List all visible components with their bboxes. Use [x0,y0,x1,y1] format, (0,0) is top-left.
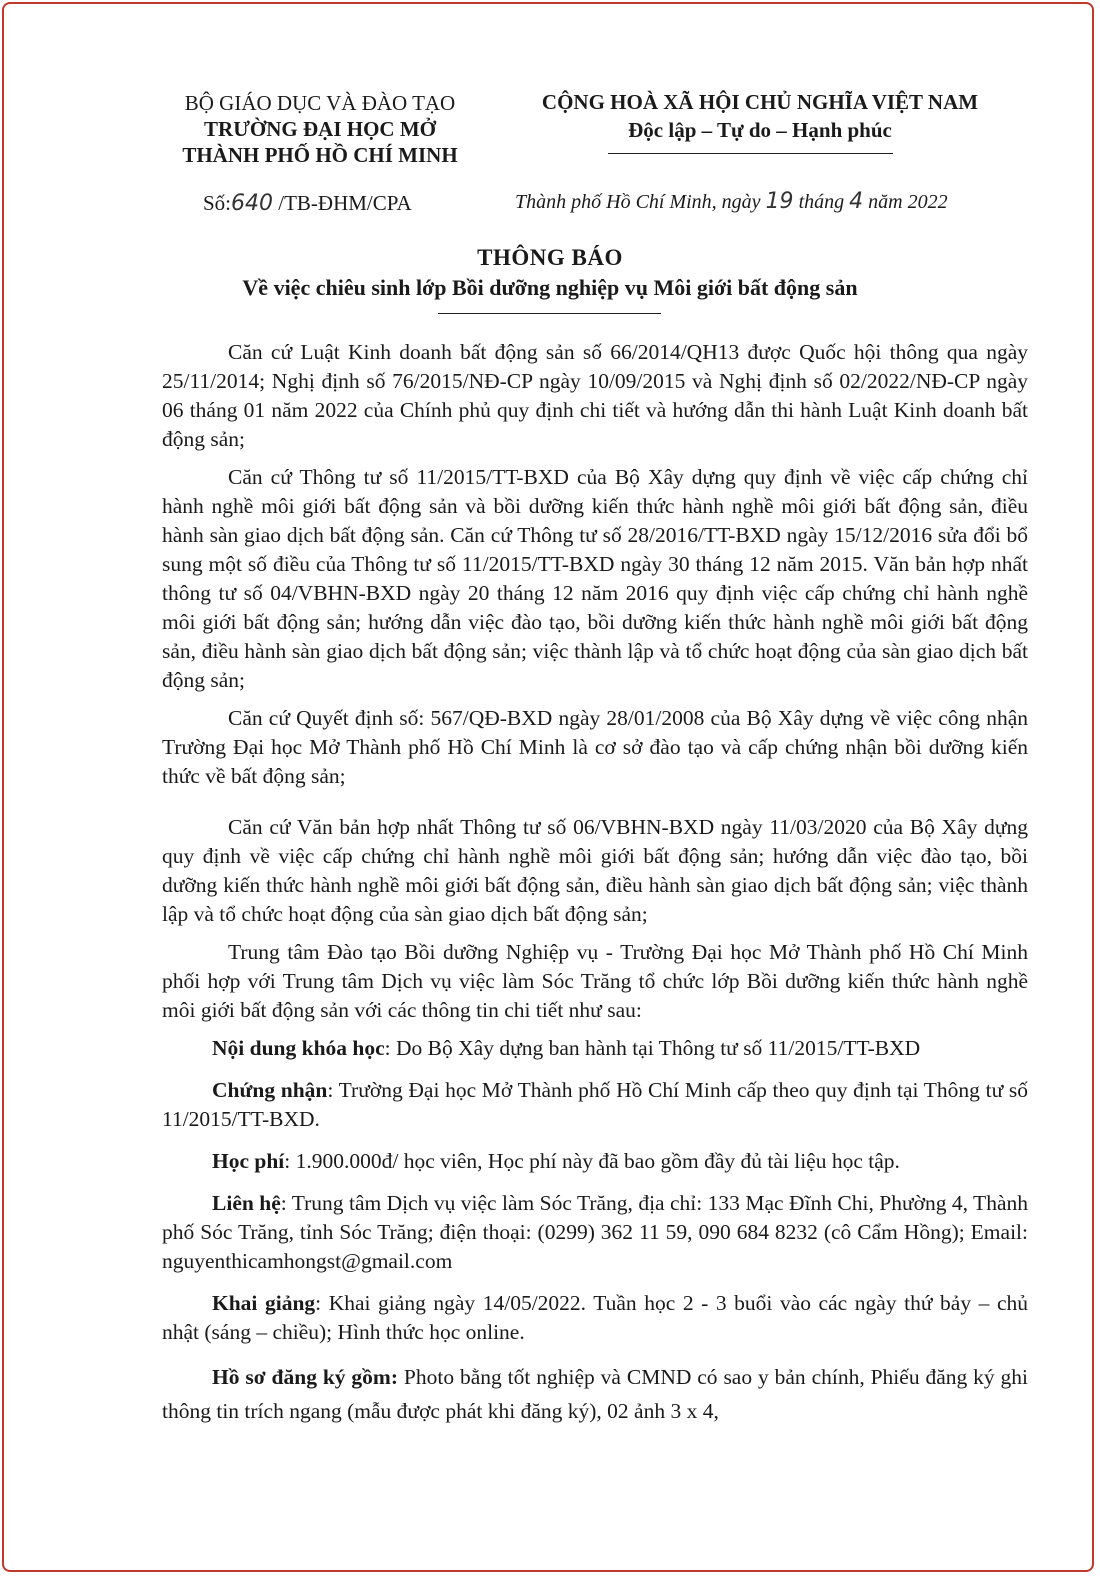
date-year-label: năm 2022 [863,191,948,213]
doc-number-prefix: Số: [203,191,232,215]
legal-basis-paragraph: Căn cứ Thông tư số 11/2015/TT-BXD của Bộ Xây dựng quy định về việc cấp chứng chỉ hành nghề môi giới bất động sản và bồi dưỡng kiến thức hành nghề môi giới bất động sản, điều hành sàn giao dịch bất động sản. Căn cứ Thông tư số 28/2016/TT-BXD ngày 15/12/2016 sửa đổi bổ sung một số điều của Thông tư số 11/2015/TT-BXD ngày 30 tháng 12 năm 2015. Văn bản hợp nhất thông tư số 04/VBHN-BXD ngày 20 tháng 12 năm 2016 quy định việc cấp chứng chỉ hành nghề môi giới bất động sản; hướng dẫn việc đào tạo, bồi dưỡng kiến thức hành nghề môi giới bất động sản, điều hành sàn giao dịch bất động sản; việc thành lập và tổ chức hoạt động của sàn giao dịch bất động sản; [162,465,1028,692]
document-number [203,191,412,216]
item-separator: : [280,1191,292,1215]
school-name-line1: TRƯỜNG ĐẠI HỌC MỞ [204,117,436,141]
school-name-line2: THÀNH PHỐ HỒ CHÍ MINH [182,143,458,167]
opening-item [162,1289,1028,1347]
certificate-item [162,1076,1028,1134]
ministry-name: BỘ GIÁO DỤC VÀ ĐÀO TẠO [184,91,456,115]
item-label: Khai giảng [212,1291,316,1315]
item-separator: : [284,1149,296,1173]
issuer-header [160,90,480,168]
legal-basis-paragraph: Căn cứ Quyết định số: 567/QĐ-BXD ngày 28/01/2008 của Bộ Xây dựng về việc công nhận Trường Đại học Mở Thành phố Hồ Chí Minh là cơ sở đào tạo và cấp chứng nhận bồi dưỡng kiến thức về bất động sản; [162,706,1028,788]
item-separator: : [384,1036,397,1060]
date-day-handwritten: 19 [765,189,794,214]
item-separator: : [315,1291,329,1315]
item-text: Trung tâm Dịch vụ việc làm Sóc Trăng, địa chỉ: 133 Mạc Đĩnh Chi, Phường 4, Thành phố Sóc Trăng, tỉnh Sóc Trăng; điện thoại: (0299) 362 11 59, 090 684 8232 (cô Cẩm Hồng); Email: nguyenthicamhongst@gmail.com [162,1191,1028,1273]
item-label: Nội dung khóa học [212,1036,385,1060]
place-and-date [515,189,948,214]
legal-basis-paragraph: Căn cứ Văn bản hợp nhất Thông tư số 06/VBHN-BXD ngày 11/03/2020 của Bộ Xây dựng quy định về việc cấp chứng chỉ hành nghề môi giới bất động sản; hướng dẫn việc đào tạo, bồi dưỡng kiến thức hành nghề môi giới bất động sản, điều hành sàn giao dịch bất động sản; việc thành lập và tổ chức hoạt động của sàn giao dịch bất động sản; [162,815,1028,926]
doc-number-handwritten: 640 [231,191,274,216]
item-text: Do Bộ Xây dựng ban hành tại Thông tư số 11/2015/TT-BXD [396,1036,921,1060]
date-city: Thành phố Hồ Chí Minh, ngày [515,191,766,213]
national-header [500,88,1020,144]
national-motto: Độc lập – Tự do – Hạnh phúc [628,118,892,142]
item-text: Photo bằng tốt nghiệp và CMND có sao y bản chính, Phiếu đăng ký ghi thông tin trích ngang (mẫu được phát khi đăng ký), 02 ảnh 3 x 4, [162,1365,1029,1423]
item-label: Liên hệ [212,1191,281,1215]
legal-basis-paragraph: Căn cứ Luật Kinh doanh bất động sản số 66/2014/QH13 được Quốc hội thông qua ngày 25/11/2014; Nghị định số 76/2015/NĐ-CP ngày 10/09/2015 và Nghị định số 02/2022/NĐ-CP ngày 06 tháng 01 năm 2022 của Chính phủ quy định chi tiết và hướng dẫn thi hành Luật Kinh doanh bất động sản; [162,340,1028,451]
date-month-label: tháng [793,191,850,213]
item-text: 1.900.000đ/ học viên, Học phí này đã bao gồm đầy đủ tài liệu học tập. [295,1149,900,1173]
doc-number-suffix: /TB-ĐHM/CPA [273,191,412,215]
course-content-item [162,1034,1028,1063]
motto-underline [608,153,893,154]
item-text: Khai giảng ngày 14/05/2022. Tuần học 2 - 3 buổi vào các ngày thứ bảy – chủ nhật (sáng – chiều); Hình thức học online. [162,1291,1028,1344]
item-text: Trường Đại học Mở Thành phố Hồ Chí Minh cấp theo quy định tại Thông tư số 11/2015/TT-BXD. [162,1078,1029,1131]
subtitle-underline [438,313,661,314]
document-title: THÔNG BÁO [477,245,623,270]
country-name: CỘNG HOÀ XÃ HỘI CHỦ NGHĨA VIỆT NAM [541,90,979,114]
item-label: Chứng nhận [212,1078,328,1102]
intro-paragraph: Trung tâm Đào tạo Bồi dưỡng Nghiệp vụ - Trường Đại học Mở Thành phố Hồ Chí Minh phối hợp với Trung tâm Dịch vụ việc làm Sóc Trăng tổ chức lớp Bồi dưỡng kiến thức hành nghề môi giới bất động sản với các thông tin chi tiết như sau: [162,940,1028,1022]
contact-item [162,1189,1028,1276]
item-label: Hồ sơ đăng ký gồm: [212,1365,399,1389]
document-subtitle: Về việc chiêu sinh lớp Bồi dưỡng nghiệp vụ Môi giới bất động sản [242,275,858,300]
document-body [162,338,1028,1441]
registration-docs-item [162,1360,1028,1428]
tuition-item [162,1147,1028,1176]
date-month-handwritten: 4 [849,189,864,214]
item-separator: : [327,1078,339,1102]
item-label: Học phí [212,1149,285,1173]
